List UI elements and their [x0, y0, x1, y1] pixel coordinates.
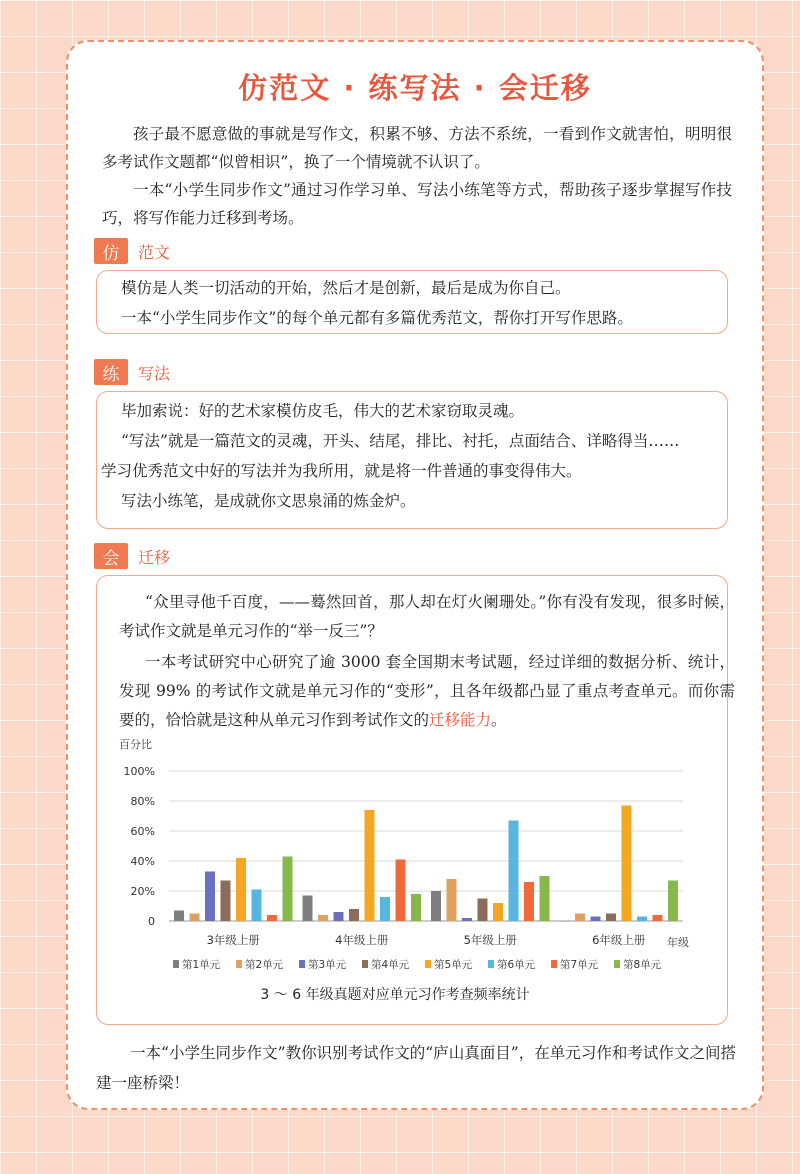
section-badge: 会 — [94, 543, 128, 569]
section-line: 写法小练笔，是成就你文思泉涌的炼金炉。 — [121, 492, 416, 510]
bar — [221, 881, 231, 922]
legend-swatch — [551, 960, 557, 968]
section-line: 毕加索说：好的艺术家模仿皮毛，伟大的艺术家窃取灵魂。 — [121, 402, 525, 420]
bar — [236, 858, 246, 921]
bar — [478, 899, 488, 922]
bar — [493, 903, 503, 921]
bar — [303, 896, 313, 922]
y-tick-label: 80% — [130, 795, 155, 808]
section-line: “写法”就是一篇范文的灵魂，开头、结尾，排比、衬托，点面结合、详略得当…… — [121, 432, 680, 450]
section-line: 一本“小学生同步作文”的每个单元都有多篇优秀范文，帮你打开写作思路。 — [121, 309, 633, 327]
legend-swatch — [488, 960, 494, 968]
bar — [334, 912, 344, 921]
legend-label: 第1单元 — [182, 959, 221, 971]
section-box-fanwen — [96, 270, 728, 334]
bar — [637, 917, 647, 922]
bar — [252, 890, 262, 922]
bar — [365, 810, 375, 921]
legend-swatch — [173, 960, 179, 968]
intro-paragraph-1: 孩子最不愿意做的事就是写作文，积累不够、方法不系统，一看到作文就害怕，明明很多考试作文题都“似曾相识”，换了一个情境就不认识了。 — [102, 125, 732, 171]
legend-swatch — [362, 960, 368, 968]
bar — [205, 872, 215, 922]
x-axis-label: 年级 — [667, 936, 689, 949]
section-line: 学习优秀范文中好的写法并为我所用，就是将一件普通的事变得伟大。 — [101, 462, 582, 480]
y-tick-label: 0 — [148, 915, 155, 928]
bar — [509, 821, 519, 922]
highlight-transfer-ability: 迁移能力 — [429, 711, 492, 729]
y-tick-label: 60% — [130, 825, 155, 838]
content-card — [66, 40, 764, 1110]
bar — [462, 918, 472, 921]
section-title: 写法 — [138, 363, 171, 383]
bar — [540, 876, 550, 921]
transfer-text-end: 。 — [491, 711, 507, 729]
bar — [431, 891, 441, 921]
transfer-paragraph-1: “众里寻他千百度，——蓦然回首，那人却在灯火阑珊处。”你有没有发现，很多时候，考试作文就是单元习作的“举一反三”？ — [119, 593, 735, 640]
section-header-qianyi — [94, 542, 170, 570]
bar — [524, 882, 534, 921]
transfer-paragraph-2 — [101, 648, 735, 735]
y-axis-label: 百分比 — [119, 738, 152, 751]
bar — [575, 914, 585, 922]
section-line: 模仿是人类一切活动的开始，然后才是创新，最后是成为你自己。 — [121, 279, 571, 297]
bar — [606, 914, 616, 922]
closing-paragraph: 一本“小学生同步作文”教你识别考试作文的“庐山真面目”，在单元习作和考试作文之间搭建一座桥梁！ — [96, 1044, 736, 1092]
bar — [349, 909, 359, 921]
section-box-qianyi — [96, 575, 735, 1025]
category-label: 6年级上册 — [592, 933, 646, 947]
y-tick-label: 100% — [123, 765, 155, 778]
bar — [380, 897, 390, 921]
section-badge: 仿 — [94, 238, 128, 264]
legend-label: 第2单元 — [245, 959, 284, 971]
bar — [318, 915, 328, 921]
legend-label: 第7单元 — [560, 959, 599, 971]
section-header-xiefa — [94, 358, 170, 386]
legend-swatch — [236, 960, 242, 968]
bar — [174, 911, 184, 922]
frequency-chart — [97, 736, 727, 1026]
y-tick-label: 40% — [130, 855, 155, 868]
page-title: 仿范文 · 练写法 · 会迁移 — [238, 71, 592, 105]
legend-swatch — [425, 960, 431, 968]
legend-label: 第3单元 — [308, 959, 347, 971]
category-label: 5年级上册 — [463, 933, 517, 947]
section-badge: 练 — [94, 359, 128, 385]
transfer-text: 一本考试研究中心研究了逾 3000 套全国期末考试题，经过详细的数据分析、统计，发现 99% 的考试作文就是单元习作的“变形”，且各年级都凸显了重点考查单元。而你需要的，恰恰就是这种从单元习作到考试作文的 — [119, 653, 735, 729]
y-tick-label: 20% — [130, 885, 155, 898]
legend-swatch — [614, 960, 620, 968]
bar — [411, 894, 421, 921]
bar — [283, 857, 293, 922]
section-header-fanwen — [94, 237, 170, 265]
bar — [447, 879, 457, 921]
bar — [267, 915, 277, 921]
legend-label: 第5单元 — [434, 959, 473, 971]
section-title: 范文 — [138, 242, 171, 262]
legend-swatch — [299, 960, 305, 968]
legend-label: 第8单元 — [623, 959, 662, 971]
bar — [653, 915, 663, 921]
section-title: 迁移 — [138, 547, 171, 567]
bar — [560, 921, 570, 922]
bar — [622, 806, 632, 922]
legend-label: 第4单元 — [371, 959, 410, 971]
bar — [190, 914, 200, 922]
section-box-xiefa — [96, 391, 728, 529]
bar — [396, 860, 406, 922]
bar — [591, 917, 601, 922]
category-label: 4年级上册 — [335, 933, 389, 947]
intro-paragraph-2: 一本“小学生同步作文”通过习作学习单、写法小练笔等方式，帮助孩子逐步掌握写作技巧，将写作能力迁移到考场。 — [102, 181, 732, 227]
bar — [668, 881, 678, 922]
category-label: 3年级上册 — [206, 933, 260, 947]
legend-label: 第6单元 — [497, 959, 536, 971]
chart-title: 3 ～ 6 年级真题对应单元习作考查频率统计 — [260, 987, 530, 1003]
